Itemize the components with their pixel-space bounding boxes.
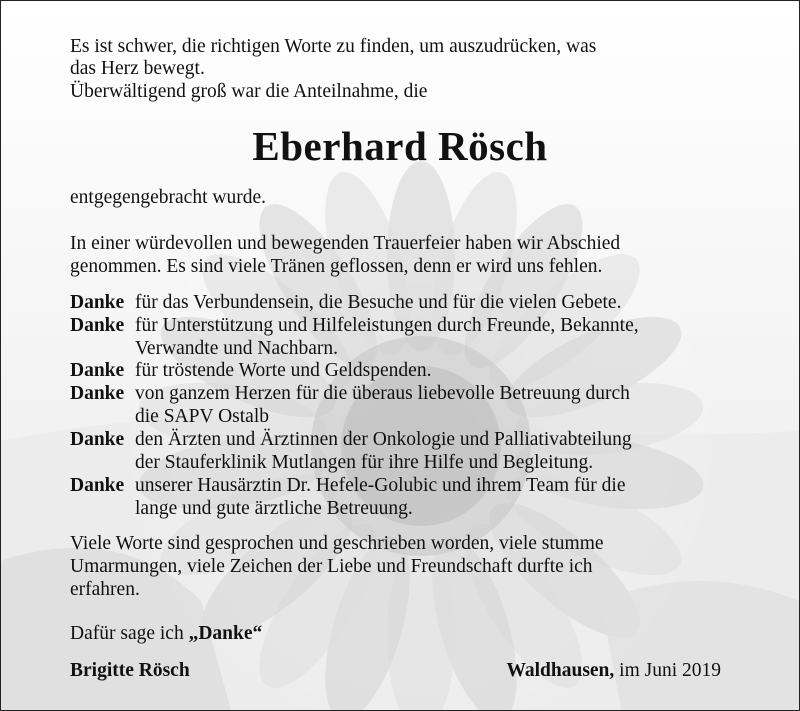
thanks-text: den Ärzten und Ärztinnen der Onkologie und Palliativabteilung <box>135 429 632 450</box>
deceased-name: Eberhard Rösch <box>252 123 548 169</box>
sunflower-background-image <box>1 1 799 710</box>
thanks-item-5 <box>70 429 632 451</box>
thanks-text: für tröstende Worte und Geldspenden. <box>135 360 432 381</box>
closing-line-1: Viele Worte sind gesprochen und geschrieben worden, viele stumme <box>70 533 604 554</box>
thanks-keyword: Danke <box>70 315 125 336</box>
thanks-keyword: Danke <box>70 383 125 404</box>
after-name-line: entgegengebracht wurde. <box>70 187 266 208</box>
date: im Juni 2019 <box>619 660 721 681</box>
closing-line-3: erfahren. <box>70 579 140 600</box>
place: Waldhausen, <box>506 660 615 681</box>
place-date <box>506 660 721 682</box>
dafuer-quote: „Danke“ <box>188 623 263 644</box>
intro-line-3: Überwältigend groß war die Anteilnahme, die <box>70 81 428 102</box>
thanks-item-4-continuation: die SAPV Ostalb <box>135 406 269 427</box>
thanks-item-3 <box>70 360 431 382</box>
thanks-keyword: Danke <box>70 475 125 496</box>
thanks-keyword: Danke <box>70 429 125 450</box>
thanks-item-4 <box>70 383 630 405</box>
thanks-text: unserer Hausärztin Dr. Hefele-Golubic und ihrem Team für die <box>135 475 626 496</box>
intro-line-1: Es ist schwer, die richtigen Worte zu finden, um auszudrücken, was <box>70 36 597 57</box>
closing-line-2: Umarmungen, viele Zeichen der Liebe und Freundschaft durfte ich <box>70 556 593 577</box>
thanks-item-1 <box>70 292 621 314</box>
signature-name <box>70 660 190 682</box>
thanks-item-2-continuation: Verwandte und Nachbarn. <box>135 338 339 359</box>
thanks-item-5-continuation: der Stauferklinik Mutlangen für ihre Hilfe und Begleitung. <box>135 452 594 473</box>
thanks-text: für Unterstützung und Hilfeleistungen durch Freunde, Bekannte, <box>135 315 639 336</box>
thanks-text: von ganzem Herzen für die überaus liebevolle Betreuung durch <box>135 383 630 404</box>
farewell-line-2: genommen. Es sind viele Tränen geflossen, denn er wird uns fehlen. <box>70 256 603 277</box>
intro-line-2: das Herz bewegt. <box>70 58 205 79</box>
thanks-text: für das Verbundensein, die Besuche und für die vielen Gebete. <box>135 292 622 313</box>
dafuer-line <box>70 623 262 645</box>
thanks-item-6-continuation: lange und gute ärztliche Betreuung. <box>135 498 413 519</box>
thanks-item-2 <box>70 315 639 337</box>
thanks-item-6 <box>70 475 625 497</box>
signer-name: Brigitte Rösch <box>70 660 190 681</box>
thanks-keyword: Danke <box>70 292 125 313</box>
thanks-keyword: Danke <box>70 360 125 381</box>
farewell-line-1: In einer würdevollen und bewegenden Trauerfeier haben wir Abschied <box>70 233 621 254</box>
dafuer-prefix: Dafür sage ich <box>70 623 184 644</box>
